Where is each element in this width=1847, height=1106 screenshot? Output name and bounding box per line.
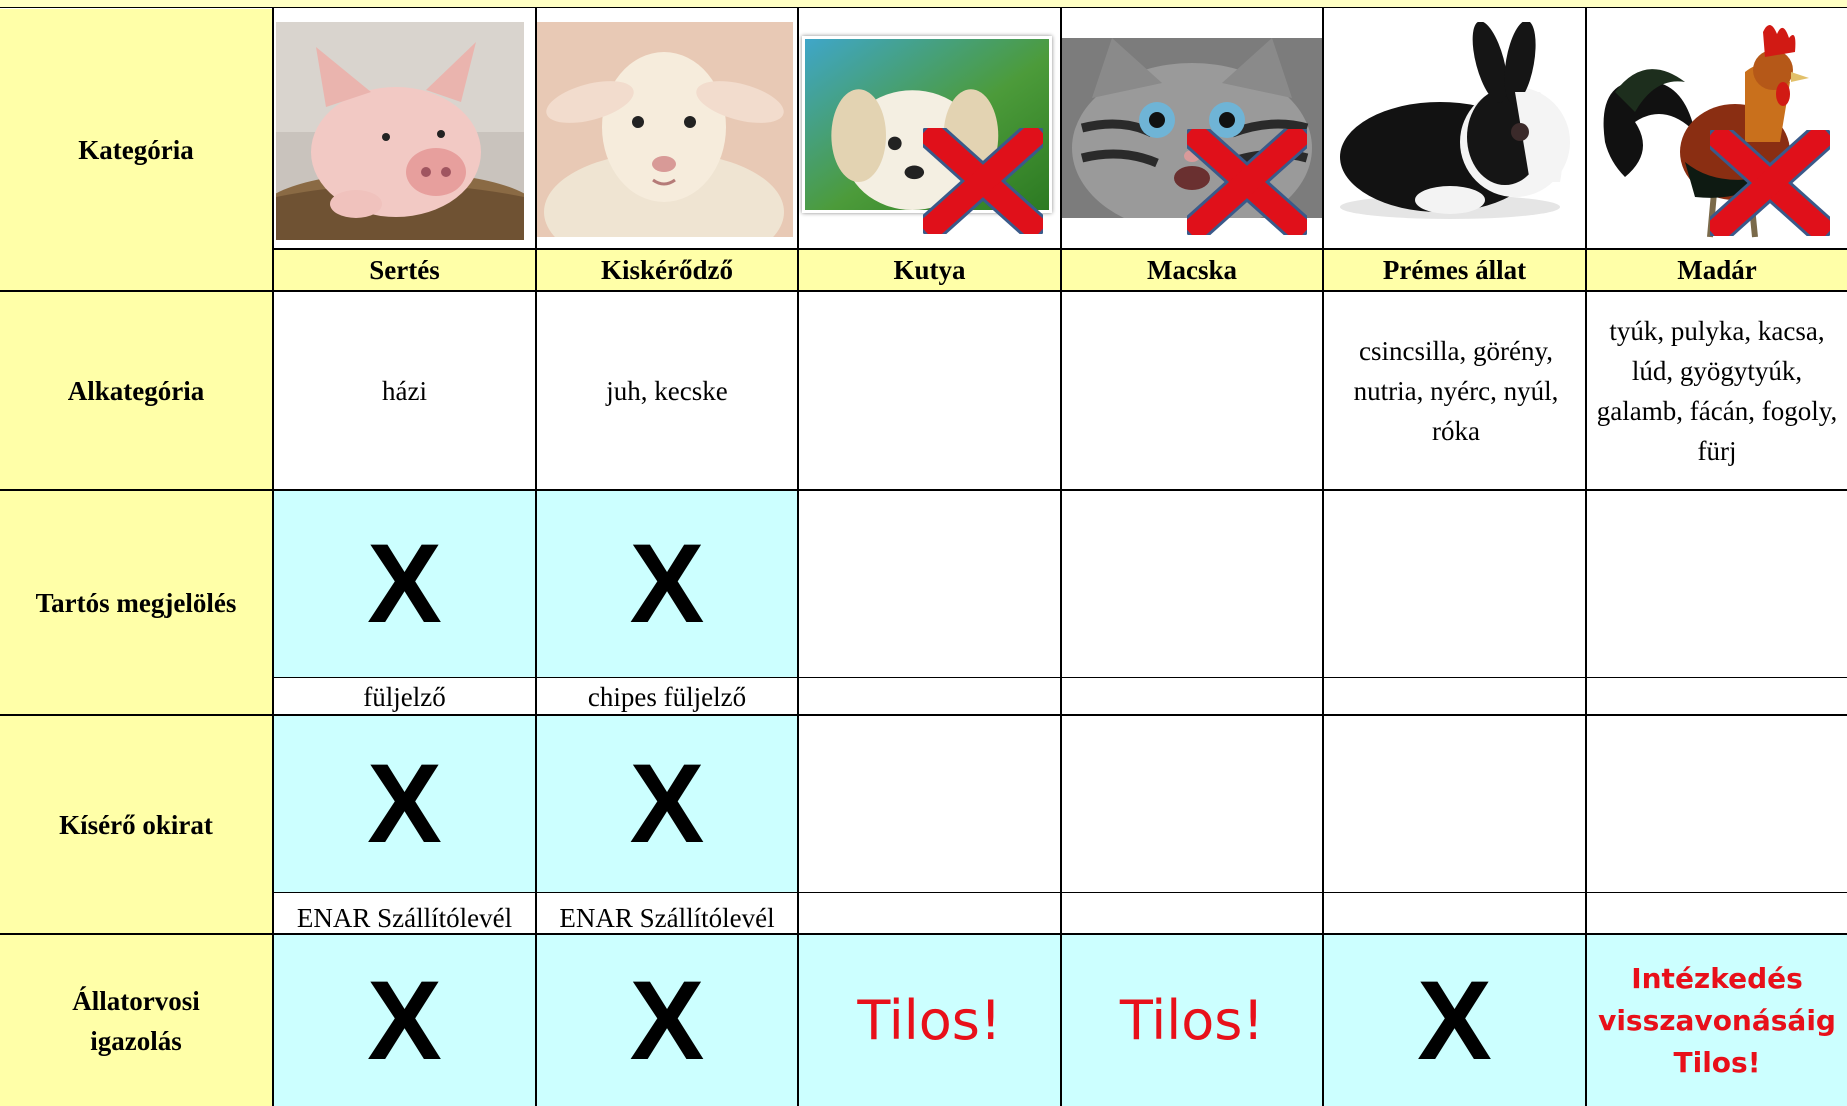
certificate-mark: X: [537, 935, 797, 1106]
document-cell: [274, 716, 535, 934]
forbidden-cross-icon: [923, 128, 1043, 234]
subcategory-cell: [1062, 292, 1322, 490]
document-note: ENAR Szállítólevél: [296, 903, 513, 933]
grid-line: [0, 489, 1847, 491]
marking-note: chipes füljelző: [587, 682, 747, 712]
grid-line: [272, 677, 1847, 678]
animal-name: Prémes állat: [1324, 250, 1585, 291]
subcategory-cell: juh, kecske: [606, 376, 728, 406]
subcategory-cell: [799, 292, 1060, 490]
certificate-forbidden: Tilos!: [1062, 935, 1322, 1106]
document-note: ENAR Szállítólevél: [559, 903, 775, 933]
document-cell: [537, 716, 797, 934]
forbidden-cross-icon: [1710, 130, 1830, 236]
certificate-forbidden: Intézkedés visszavonásáig Tilos!: [1587, 935, 1847, 1106]
row-label-document: Kísérő okirat: [0, 716, 272, 934]
top-strip: [0, 0, 1847, 8]
grid-line: [272, 248, 1847, 250]
grid-line: [1322, 8, 1324, 1106]
grid-line: [272, 8, 274, 1106]
grid-line: [797, 8, 799, 1106]
grid-line: [0, 714, 1847, 716]
grid-line: [1585, 8, 1587, 1106]
document-mark: X: [274, 716, 535, 892]
marking-note: füljelző: [363, 682, 446, 712]
animal-name: Kiskérődző: [537, 250, 797, 291]
subcategory-cell: csincsilla, görény, nutria, nyérc, nyúl, róka: [1353, 336, 1559, 446]
document-mark: X: [537, 716, 797, 892]
grid-line: [272, 892, 1847, 893]
grid-line: [0, 933, 1847, 935]
animal-name: Sertés: [274, 250, 535, 291]
row-label-marking: Tartós megjelölés: [0, 491, 272, 715]
row-label-certificate: Állatorvosi igazolás: [0, 935, 272, 1106]
certificate-mark: X: [274, 935, 535, 1106]
subcategory-cell: házi: [382, 376, 427, 406]
lamb-photo: [535, 22, 793, 237]
grid-line: [1060, 8, 1062, 1106]
pig-photo: [276, 22, 524, 240]
certificate-mark: X: [1324, 935, 1585, 1106]
marking-mark: X: [274, 491, 535, 677]
animal-name: Kutya: [799, 250, 1060, 291]
grid-line: [0, 290, 1847, 292]
forbidden-cross-icon: [1187, 129, 1307, 235]
animal-name: Macska: [1062, 250, 1322, 291]
row-label-subcategory: Alkategória: [0, 292, 272, 490]
certificate-forbidden: Tilos!: [799, 935, 1060, 1106]
grid-line: [535, 8, 537, 1106]
animal-name: Madár: [1587, 250, 1847, 291]
marking-mark: X: [537, 491, 797, 677]
subcategory-cell: tyúk, pulyka, kacsa, lúd, gyögytyúk, galamb, fácán, fogoly, fürj: [1596, 316, 1838, 466]
rabbit-photo: [1330, 22, 1580, 232]
row-label-category: Kategória: [0, 9, 272, 291]
